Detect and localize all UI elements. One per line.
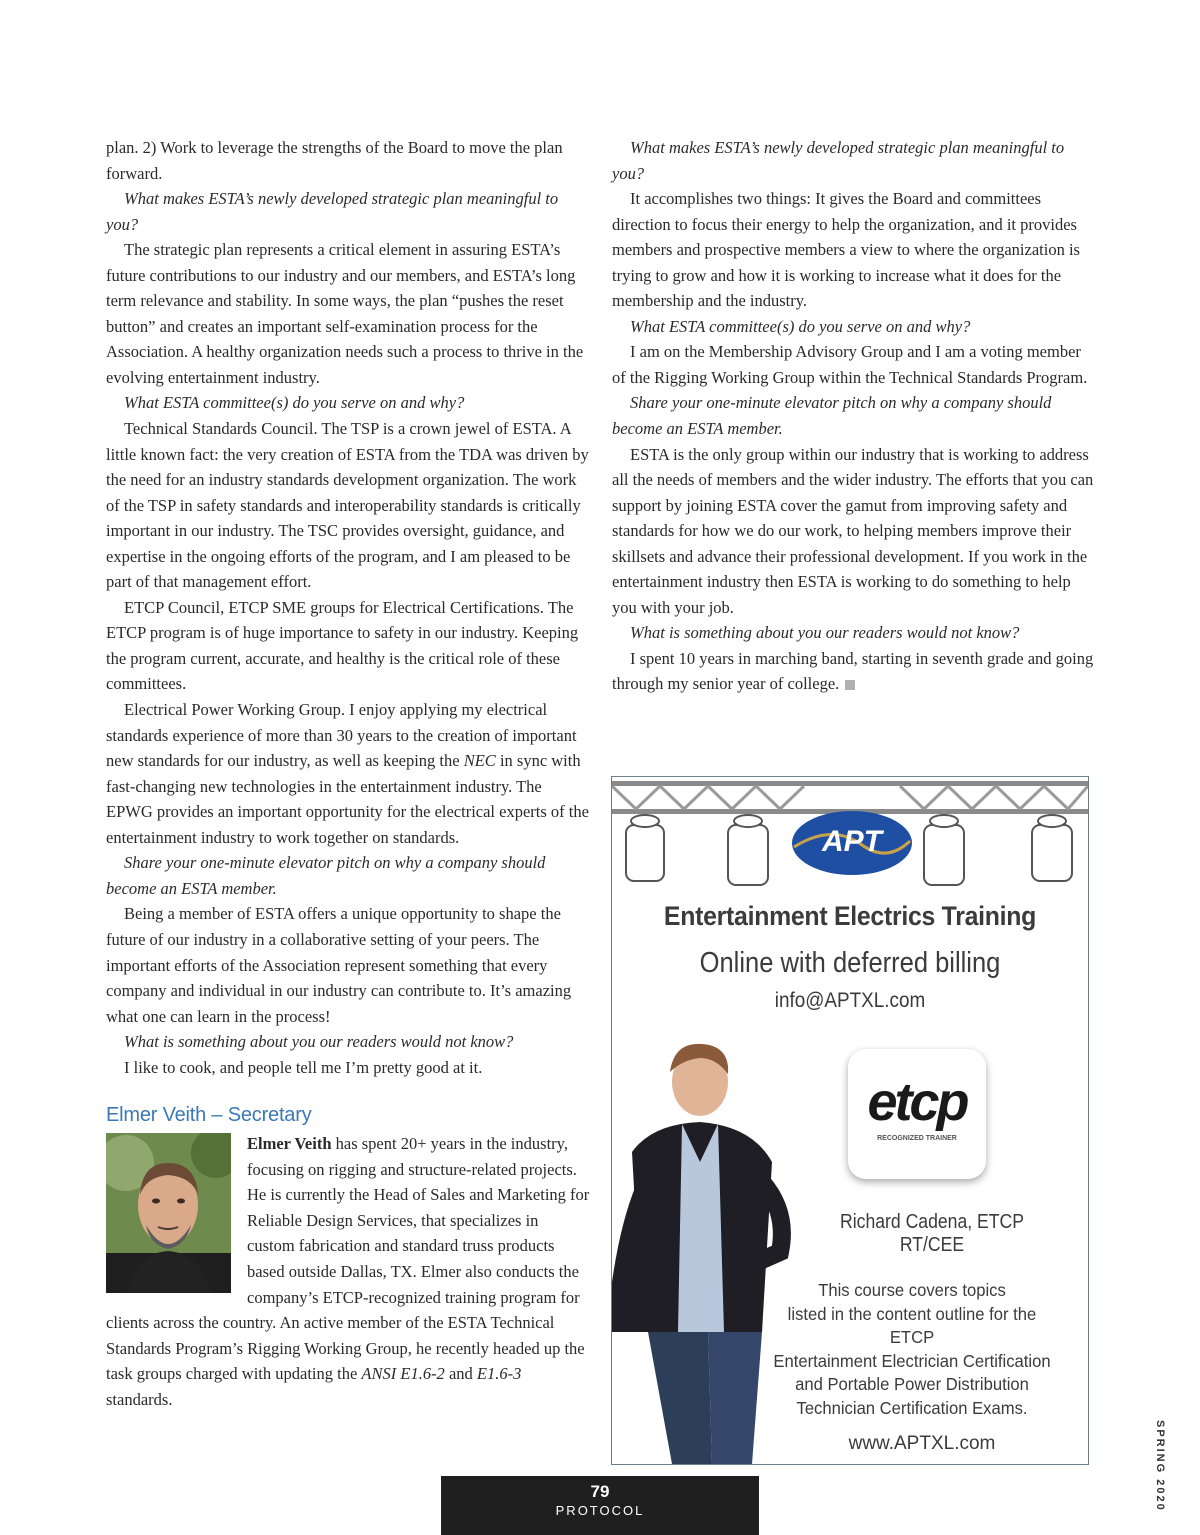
etcp-badge-caption: RECOGNIZED TRAINER — [877, 1135, 957, 1142]
bio-body: and — [444, 1364, 477, 1384]
bio-body: has spent 20+ years in the industry, focusing on rigging and structure-related projects. He is currently the Head of Sales and Marketing for Reliable Design Services, that specializes in custom fabrication and standard truss products based outside Dallas, TX. Elmer also conducts the company’s ETCP-recognized training program for clients across the country. An active member of the ESTA Technical Standards Program’s Rigging Working Group, he recently headed up the task groups charged with updating the — [106, 1134, 590, 1384]
page-number: 79 — [590, 1482, 610, 1501]
interview-question: What ESTA committee(s) do you serve on and why? — [124, 393, 465, 413]
course-line: ETCP — [889, 1327, 935, 1347]
left-column — [106, 135, 590, 1412]
interview-answer: Being a member of ESTA offers a unique opportunity to shape the future of our industry in a collaborative setting of your peers. The important efforts of the Association represent something that every company and individual in our industry can contribute to. It’s amazing what one can learn in the process! — [106, 904, 572, 1026]
course-line: Technician Certification Exams. — [796, 1397, 1028, 1418]
ad-title: Entertainment Electrics Training — [663, 901, 1037, 931]
bio-block — [106, 1131, 590, 1412]
course-line: Entertainment Electrician Certification — [773, 1350, 1051, 1371]
apt-logo-text: APT — [822, 825, 882, 858]
paragraph: plan. 2) Work to leverage the strengths of the Board to move the plan forward. — [106, 138, 563, 183]
ad-course-description — [742, 1279, 1082, 1420]
interview-answer: It accomplishes two things: It gives the Board and committees direction to focus their energy to help the organization, and it provides members and prospective members a view to where the organization is trying to grow and how it is working to increase what it does for the membership and the industry. — [612, 189, 1080, 311]
nec-reference: NEC — [463, 751, 496, 771]
ad-email-link[interactable]: info@APTXL.com — [774, 989, 926, 1012]
interview-answer: I am on the Membership Advisory Group and I am a voting member of the Rigging Working Group within the Technical Standards Program. — [612, 342, 1088, 387]
etcp-badge — [848, 1049, 986, 1179]
right-column — [612, 135, 1098, 697]
bio-body: standards. — [106, 1389, 173, 1409]
interview-question: Share your one-minute elevator pitch on why a company should become an ESTA member. — [612, 393, 1052, 439]
publication-name: PROTOCOL — [555, 1503, 645, 1518]
standard-reference: E1.6-3 — [476, 1364, 522, 1384]
answer-text: I spent 10 years in marching band, starting in seventh grade and going through my senior year of college. — [612, 648, 1094, 694]
interview-answer: ESTA is the only group within our industry that is working to address all the needs of members and the wider industry. The efforts that you can support by joining ESTA cover the gamut from improving safety and standards for how we do our work, to helping members improve their skillsets and advance their professional development. If you work in the entertainment industry then ESTA is working to do something to help you with your job. — [612, 444, 1094, 617]
course-line: and Portable Power Distribution — [795, 1374, 1029, 1394]
end-of-article-icon — [845, 680, 855, 690]
interview-question: What is something about you our readers would not know? — [630, 623, 1020, 643]
answer-text: Electrical Power Working Group. I enjoy applying my electrical standards experience of more than 30 years to the creation of important new standards for our industry, as well as keeping the — [106, 700, 577, 771]
course-line: This course covers topics — [818, 1280, 1006, 1300]
interview-question: What is something about you our readers would not know? — [124, 1032, 514, 1052]
apt-logo — [792, 811, 912, 875]
ad-subtitle: Online with deferred billing — [699, 947, 1001, 979]
answer-text: in sync with fast-changing new technologies in the entertainment industry. The EPWG provides an important opportunity for the electrical experts of the entertainment industry to work together on standards. — [106, 751, 589, 847]
interview-question: What makes ESTA’s newly developed strategic plan meaningful to you? — [612, 138, 1065, 183]
interview-answer: I like to cook, and people tell me I’m pretty good at it. — [124, 1057, 483, 1077]
interview-question: What makes ESTA’s newly developed strategic plan meaningful to you? — [106, 189, 559, 234]
interview-answer — [612, 646, 1098, 697]
page-footer — [441, 1476, 759, 1535]
advertisement[interactable] — [611, 776, 1089, 1465]
ad-presenter-name: Richard Cadena, ETCP RT/CEE — [840, 1211, 1024, 1256]
issue-label: SPRING 2020 — [1154, 1420, 1166, 1512]
ad-website-link[interactable]: www.APTXL.com — [848, 1433, 996, 1454]
etcp-badge-text: etcp — [867, 1072, 967, 1132]
bio-name: Elmer Veith — [247, 1134, 332, 1154]
headshot-photo — [106, 1133, 231, 1293]
standard-reference: ANSI E1.6-2 — [361, 1364, 445, 1384]
interview-question: What ESTA committee(s) do you serve on and why? — [630, 316, 971, 336]
interview-answer: The strategic plan represents a critical element in assuring ESTA’s future contributions to our industry and our members, and ESTA’s long term relevance and stability. In some ways, the plan “pushes the reset button” and creates an important self-examination process for the Association. A healthy organization needs such a process to thrive in the evolving entertainment industry. — [106, 240, 584, 387]
interview-answer — [106, 697, 590, 850]
course-line: listed in the content outline for the — [787, 1303, 1037, 1324]
interview-answer: Technical Standards Council. The TSP is a crown jewel of ESTA. A little known fact: the very creation of ESTA from the TDA was driven by the need for an industry standards development organization. The work of the TSP in safety standards and interoperability standards is critically important in our industry. The TSC provides oversight, guidance, and expertise in the ongoing efforts of the program, and I am pleased to be part of that management effort. — [106, 419, 589, 592]
interview-answer: ETCP Council, ETCP SME groups for Electrical Certifications. The ETCP program is of huge importance to safety in our industry. Keeping the program current, accurate, and healthy is the critical role of these committees. — [106, 597, 579, 694]
interview-question: Share your one-minute elevator pitch on why a company should become an ESTA member. — [106, 853, 546, 898]
section-heading: Elmer Veith – Secretary — [106, 1104, 312, 1127]
